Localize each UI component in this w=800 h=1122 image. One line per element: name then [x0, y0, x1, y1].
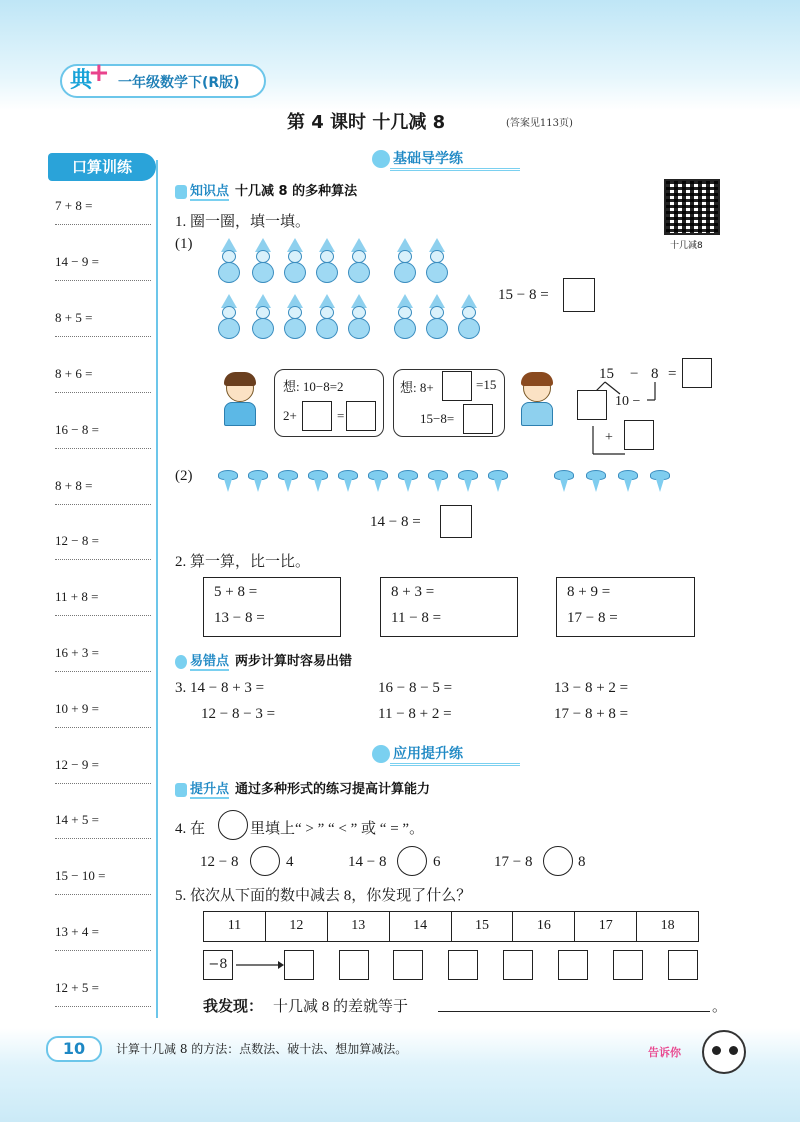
answer-box[interactable] [393, 950, 423, 980]
thumbs-up-icon [175, 783, 187, 797]
equation-14-minus-8: 14 − 8 = [370, 514, 421, 530]
dolphin-icon [456, 468, 480, 494]
girl-illustration [515, 374, 559, 428]
book-title: 一年级数学下(R版) [118, 75, 240, 91]
compare-left: 14 − 8 [348, 854, 387, 870]
finding-label: 我发现： [203, 999, 264, 1015]
snowman-icon [424, 294, 450, 340]
qr-code[interactable] [664, 179, 720, 235]
compare-box-2: 8 + 3 = 11 − 8 = [380, 577, 518, 637]
answer-box[interactable] [339, 950, 369, 980]
question-4-suffix: 里填上“ > ” “ < ” 或 “ = ”。 [250, 821, 425, 837]
split-8: 8 [651, 366, 659, 382]
question-4-prefix: 4. 在 [175, 821, 206, 837]
number-cell: 17 [575, 912, 637, 941]
dolphin-icon [396, 468, 420, 494]
answer-box[interactable] [682, 358, 712, 388]
dolphin-icon [276, 468, 300, 494]
answer-reference: (答案见113页) [506, 118, 573, 129]
dolphin-icon [584, 468, 608, 494]
knowledge-point-tag: 知识点 十几减 8 的多种算法 [175, 180, 357, 199]
dolphin-icon [616, 468, 640, 494]
question-3-item: 16 − 8 − 5 = [378, 680, 453, 696]
answer-box[interactable] [563, 278, 595, 312]
panda-mascot-icon [702, 1030, 746, 1074]
compare-circle[interactable] [397, 846, 427, 876]
compare-right: 8 [578, 854, 586, 870]
question-3-item: 12 − 8 − 3 = [201, 706, 276, 722]
finding-text: 十几减 8 的差就等于 [273, 999, 409, 1015]
section-deco-icon [372, 745, 390, 763]
sidebar-item[interactable]: 16 + 3 = [55, 639, 151, 695]
dolphin-icon [336, 468, 360, 494]
number-cell: 12 [266, 912, 328, 941]
number-table [203, 911, 699, 942]
answer-box[interactable] [577, 390, 607, 420]
sidebar-item[interactable]: 11 + 8 = [55, 583, 151, 639]
dolphin-icon [246, 468, 270, 494]
split-equals: = [668, 366, 677, 382]
answer-box[interactable] [668, 950, 698, 980]
answer-box[interactable] [346, 401, 376, 431]
answer-box[interactable] [442, 371, 472, 401]
compare-right: 4 [286, 854, 294, 870]
split-15: 15 [599, 366, 614, 382]
snowman-icon [346, 294, 372, 340]
answer-box[interactable] [624, 420, 654, 450]
answer-box[interactable] [448, 950, 478, 980]
question-5-title: 5. 依次从下面的数中减去 8，你发现了什么？ [175, 888, 472, 904]
snowman-icon [456, 294, 482, 340]
snowman-icon [282, 294, 308, 340]
split-ten: 10 − [615, 394, 641, 409]
minus-8-operator: −8 [203, 950, 233, 980]
mistake-point-tag: 易错点 两步计算时容易出错 [175, 650, 352, 669]
pencil-icon [175, 185, 187, 199]
snowman-icon [392, 238, 418, 284]
answer-box[interactable] [302, 401, 332, 431]
think1-equals: = [337, 408, 345, 423]
snowman-icon [424, 238, 450, 284]
brand-logo: 典 [70, 68, 93, 93]
question-1-part1-label: (1) [175, 236, 193, 252]
section-deco-icon [372, 150, 390, 168]
question-3-item: 11 − 8 + 2 = [378, 706, 452, 722]
answer-box[interactable] [503, 950, 533, 980]
example-circle [218, 810, 248, 840]
dolphin-icon [552, 468, 576, 494]
sidebar-item[interactable]: 14 + 5 = [55, 806, 151, 862]
answer-box[interactable] [284, 950, 314, 980]
dolphin-icon [366, 468, 390, 494]
sidebar-item[interactable]: 12 − 9 = [55, 751, 151, 807]
equation-15-minus-8: 15 − 8 = [498, 287, 549, 303]
sidebar-item[interactable]: 10 + 9 = [55, 695, 151, 751]
number-cell: 15 [452, 912, 514, 941]
lesson-title: 第 4 课时 十几减 8 [287, 112, 446, 133]
snowman-icon [314, 294, 340, 340]
snowman-icon [216, 238, 242, 284]
compare-circle[interactable] [543, 846, 573, 876]
warning-icon [175, 655, 187, 669]
snowman-icon [250, 238, 276, 284]
compare-box-1: 5 + 8 = 13 − 8 = [203, 577, 341, 637]
finding-answer-line[interactable] [438, 1011, 710, 1012]
compare-right: 6 [433, 854, 441, 870]
number-cell: 18 [660, 918, 675, 933]
think2-line1: 想: 8+ [400, 380, 434, 395]
sidebar-item[interactable]: 7 + 8 = [55, 192, 151, 248]
boy-illustration [218, 374, 262, 428]
question-3-item: 17 − 8 + 8 = [554, 706, 629, 722]
sidebar-item[interactable]: 8 + 5 = [55, 304, 151, 360]
compare-left: 17 − 8 [494, 854, 533, 870]
sidebar-item[interactable]: 8 + 8 = [55, 472, 151, 528]
snowman-icon [282, 238, 308, 284]
sidebar-item[interactable]: 8 + 6 = [55, 360, 151, 416]
logo-plus-icon: + [88, 58, 110, 88]
qr-label: 十几减8 [670, 241, 703, 251]
number-cell: 16 [513, 912, 575, 941]
question-3-item: 3. 14 − 8 + 3 = [175, 680, 265, 696]
split-minus: − [630, 366, 639, 382]
sidebar-item[interactable]: 14 − 9 = [55, 248, 151, 304]
dolphin-icon [648, 468, 672, 494]
answer-box[interactable] [558, 950, 588, 980]
snowman-icon [392, 294, 418, 340]
arrow-right-icon [236, 958, 284, 972]
sidebar-item[interactable]: 12 − 8 = [55, 527, 151, 583]
dolphin-icon [426, 468, 450, 494]
compare-left: 12 − 8 [200, 854, 239, 870]
dolphin-icon [306, 468, 330, 494]
answer-box[interactable] [463, 404, 493, 434]
finding-period: 。 [712, 999, 728, 1015]
split-plus: + [605, 430, 613, 445]
question-1-title: 1. 圈一圈，填一填。 [175, 214, 311, 230]
think2-line2: 15−8= [420, 411, 455, 426]
sidebar-item[interactable]: 15 − 10 = [55, 862, 151, 918]
number-cell: 13 [328, 912, 390, 941]
dolphin-icon [216, 468, 240, 494]
question-3-item: 13 − 8 + 2 = [554, 680, 629, 696]
question-2-title: 2. 算一算，比一比。 [175, 554, 311, 570]
think2-suffix: =15 [476, 377, 497, 392]
section-banner-basic: 基础导学练 [372, 147, 520, 171]
dolphin-icon [486, 468, 510, 494]
snowman-icon [250, 294, 276, 340]
sidebar-item[interactable]: 16 − 8 = [55, 416, 151, 472]
compare-box-3: 8 + 9 = 17 − 8 = [556, 577, 695, 637]
footer-badge: 告诉你 [648, 1046, 681, 1059]
snowman-icon [314, 238, 340, 284]
improve-point-tag: 提升点 通过多种形式的练习提高计算能力 [175, 778, 430, 797]
answer-box[interactable] [613, 950, 643, 980]
footer-tip: 计算十几减 8 的方法：点数法、破十法、想加算减法。 [116, 1042, 408, 1056]
question-1-part2-label: (2) [175, 468, 193, 484]
sidebar-item[interactable]: 13 + 4 = [55, 918, 151, 974]
sidebar-item[interactable]: 12 + 5 = [55, 974, 151, 1030]
snowman-icon [346, 238, 372, 284]
think1-line1: 想: 10−8=2 [283, 379, 344, 394]
think1-prefix: 2+ [283, 408, 297, 423]
sidebar-title: 口算训练 [48, 153, 156, 181]
section-banner-advanced: 应用提升练 [372, 742, 520, 766]
answer-box[interactable] [440, 505, 472, 538]
snowman-icon [216, 294, 242, 340]
number-cell: 14 [390, 912, 452, 941]
page-number: 10 [46, 1036, 102, 1062]
compare-circle[interactable] [250, 846, 280, 876]
number-cell: 11 [204, 912, 266, 941]
